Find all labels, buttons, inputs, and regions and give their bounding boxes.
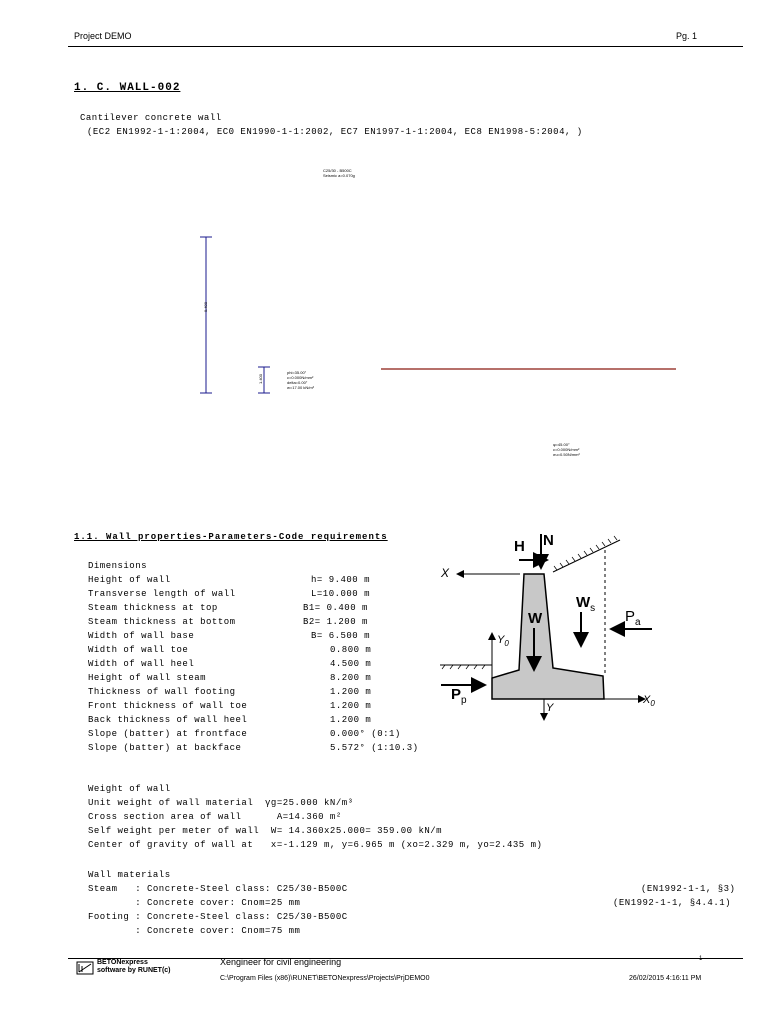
table-row: Steam thickness at top [88,603,218,613]
list-item: Center of gravity of wall at x=-1.129 m, y=6.965 m (xo=2.329 m, yo=2.435 m) [88,840,543,850]
footer-rule [68,958,743,959]
materials-heading: Wall materials [88,870,171,880]
list-item: : Concrete cover: Cnom=25 mm [88,898,301,908]
list-item: Footing : Concrete-Steel class: C25/30-B500C [88,912,348,922]
label-N: N [543,532,554,549]
label-Pa: $P_a$ [625,608,641,628]
label-W: W [528,610,543,627]
brand-credit: software by RUNET(c) [97,967,171,974]
table-row: Width of wall toe [88,645,189,655]
list-item: Unit weight of wall material γg=25.000 kN/m³ [88,798,354,808]
label-Pp: $P_p$ [451,686,467,706]
project-name: Project DEMO [74,31,132,41]
label-H: H [514,538,525,555]
dimensions-heading: Dimensions [88,561,148,571]
label-X0: $X_0$ [643,694,655,709]
label-Y: Y [546,702,554,714]
list-item: : Concrete cover: Cnom=75 mm [88,926,301,936]
height-dimension: 9.400 [203,301,208,312]
table-row: Back thickness of wall heel [88,715,248,725]
seismic-label: Seismic a=0.070g [323,173,355,178]
front-dimension: 1.400 [258,373,263,384]
list-item: Self weight per meter of wall W= 14.360x25.000= 359.00 kN/m [88,826,443,836]
table-row: Steam thickness at bottom [88,617,236,627]
list-item: Steam : Concrete-Steel class: C25/30-B500C [88,884,348,894]
table-row: Height of wall steam [88,673,207,683]
table-row: Height of wall [88,575,171,585]
code-reference: (EN1992-1-1, §3) [641,884,736,894]
list-item: Cross section area of wall A=14.360 m² [88,812,342,822]
header-rule [68,46,743,47]
label-Y0: $Y_0$ [497,634,509,649]
code-reference: (EN1992-1-1, §4.4.1) [613,898,732,908]
page-number: Pg. 1 [676,31,698,41]
label-Ws: $W_s$ [576,594,596,614]
table-row: Width of wall heel [88,659,195,669]
brand-name: BETONexpress [97,959,148,966]
material-label: C25/30 - B500C [323,168,352,173]
section-title: 1. C. WALL-002 [74,82,181,94]
wall-section-drawing [195,230,685,400]
design-codes: (EC2 EN1992-1-1:2004, EC0 EN1990-1-1:2002, EC7 EN1997-1-1:2004, EC8 EN1998-5:2004, ) [87,127,583,137]
betonexpress-logo-icon [76,961,94,975]
table-row: Thickness of wall footing [88,687,236,697]
print-datetime: 26/02/2015 4:16:11 PM [629,975,702,982]
weight-heading: Weight of wall [88,784,171,794]
section-subtitle: Cantilever concrete wall [80,113,222,123]
subsection-title: 1.1. Wall properties-Parameters-Code requirements [74,532,388,542]
table-row: Transverse length of wall [88,589,236,599]
file-path: C:\Program Files (x86)\RUNET\BETONexpress\Projects\PrjDEMO0 [220,975,430,982]
table-row: Slope (batter) at backface [88,743,242,753]
table-row: Slope (batter) at frontface [88,729,248,739]
footer-mark: 1 [699,956,703,962]
footer-tagline: Xengineer for civil engineering [220,957,342,967]
table-row: Front thickness of wall toe [88,701,248,711]
label-X: X [441,566,450,580]
table-row: Width of wall base [88,631,195,641]
